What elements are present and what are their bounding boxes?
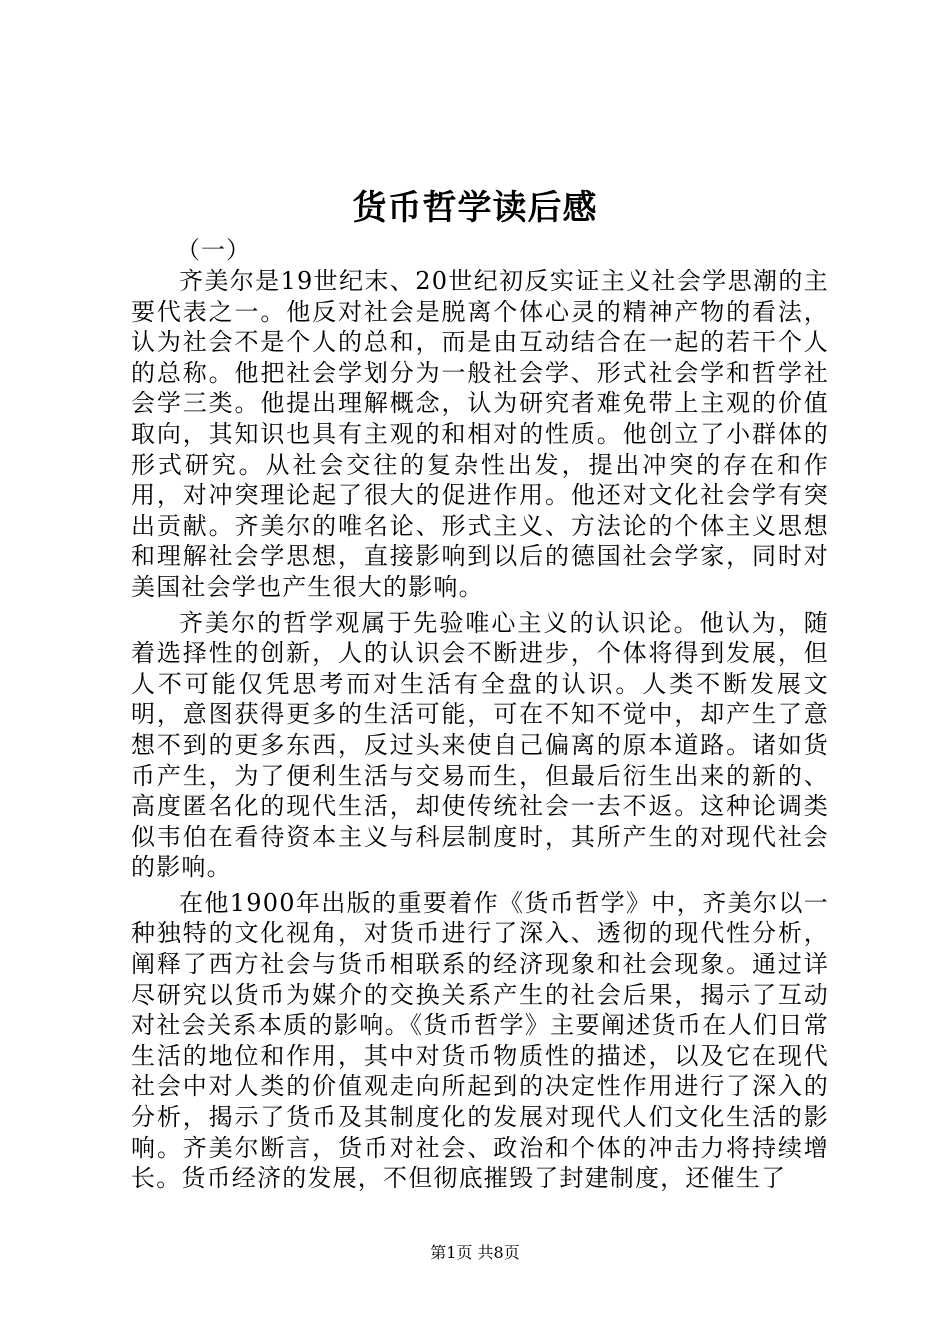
page-number-footer: 第1页 共8页 [430, 1243, 520, 1262]
paragraph-3: 在他1900年出版的重要着作《货币哲学》中，齐美尔以一种独特的文化视角，对货币进行了深入、透彻的现代性分析，阐释了西方社会与货币相联系的经济现象和社会现象。通过详尽研究以货币为媒介的交换关系产生的社会后果，揭示了互动对社会关系本质的影响。《货币哲学》主要阐述货币在人们日常生活的地位和作用，其中对货币物质性的描述，以及它在现代社会中对人类的价值观走向所起到的决定性作用进行了深入的分析，揭示了货币及其制度化的发展对现代人们文化生活的影响。齐美尔断言，货币对社会、政治和个体的冲击力将持续增长。货币经济的发展，不但彻底摧毁了封建制度，还催生了 [131, 888, 829, 1193]
paragraph-1: 齐美尔是19世纪末、20世纪初反实证主义社会学思潮的主要代表之一。他反对社会是脱离个体心灵的精神产物的看法，认为社会不是个人的总和，而是由互动结合在一起的若干个人的总称。他把社会学划分为一般社会学、形式社会学和哲学社会学三类。他提出理解概念，认为研究者难免带上主观的价值取向，其知识也具有主观的和相对的性质。他创立了小群体的形式研究。从社会交往的复杂性出发，提出冲突的存在和作用，对冲突理论起了很大的促进作用。他还对文化社会学有突出贡献。齐美尔的唯名论、形式主义、方法论的个体主义思想和理解社会学思想，直接影响到以后的德国社会学家，同时对美国社会学也产生很大的影响。 [131, 267, 829, 601]
document-body [131, 266, 829, 1194]
document-title: 货币哲学读后感 [352, 188, 598, 228]
section-label: （一） [176, 236, 251, 264]
paragraph-2: 齐美尔的哲学观属于先验唯心主义的认识论。他认为，随着选择性的创新，人的认识会不断进步，个体将得到发展，但人不可能仅凭思考而对生活有全盘的认识。人类不断发展文明，意图获得更多的生活可能，可在不知不觉中，却产生了意想不到的更多东西，反过头来使自己偏离的原本道路。诸如货币产生，为了便利生活与交易而生，但最后衍生出来的新的、高度匿名化的现代生活，却使传统社会一去不返。这种论调类似韦伯在看待资本主义与科层制度时，其所产生的对现代社会的影响。 [131, 608, 829, 882]
